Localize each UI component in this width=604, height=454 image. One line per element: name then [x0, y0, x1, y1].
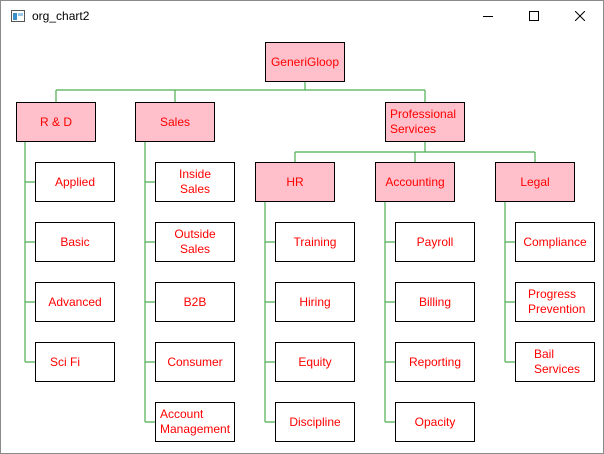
connector — [295, 152, 535, 162]
node-progress-prevention[interactable] — [515, 282, 595, 322]
node-basic[interactable] — [35, 222, 115, 262]
node-billing[interactable] — [395, 282, 475, 322]
node-label: Reporting — [408, 354, 462, 369]
node-label: Account Management — [160, 407, 231, 436]
node-label: HR — [286, 174, 304, 189]
node-account-management[interactable] — [155, 402, 235, 442]
node-label: Payroll — [416, 234, 454, 249]
node-inside-sales[interactable] — [155, 162, 235, 202]
node-payroll[interactable] — [395, 222, 475, 262]
title-bar[interactable] — [1, 1, 603, 31]
node-rd[interactable] — [16, 102, 96, 142]
node-label: B2B — [183, 294, 207, 309]
node-label: Compliance — [523, 234, 587, 249]
node-label: Bail Services — [534, 347, 581, 376]
node-label: GeneriGloop — [270, 54, 340, 69]
node-hiring[interactable] — [275, 282, 355, 322]
org-chart-canvas — [2, 32, 602, 452]
close-button[interactable] — [557, 1, 603, 31]
node-opacity[interactable] — [395, 402, 475, 442]
close-icon — [575, 11, 585, 21]
connector — [25, 182, 35, 362]
node-generigloop[interactable] — [265, 42, 345, 82]
node-label: Opacity — [414, 414, 456, 429]
node-compliance[interactable] — [515, 222, 595, 262]
node-label: Applied — [54, 174, 96, 189]
connector — [385, 242, 395, 422]
node-label: Progress Prevention — [528, 287, 586, 316]
maximize-icon — [529, 11, 539, 21]
node-legal[interactable] — [495, 162, 575, 202]
connector — [145, 182, 155, 422]
app-icon — [11, 10, 25, 22]
node-label: R & D — [39, 114, 72, 129]
node-label: Basic — [60, 234, 90, 249]
node-training[interactable] — [275, 222, 355, 262]
node-discipline[interactable] — [275, 402, 355, 442]
node-label: Billing — [418, 294, 451, 309]
node-label: Training — [293, 234, 337, 249]
node-label: Equity — [298, 354, 332, 369]
node-sci-fi[interactable] — [35, 342, 115, 382]
node-label: Hiring — [299, 294, 331, 309]
node-label: Sci Fi — [50, 354, 80, 369]
node-label: Consumer — [167, 354, 223, 369]
node-outside-sales[interactable] — [155, 222, 235, 262]
connector — [265, 242, 275, 422]
window-title: org_chart2 — [32, 9, 90, 23]
node-sales[interactable] — [135, 102, 215, 142]
node-b2b[interactable] — [155, 282, 235, 322]
node-label: Accounting — [385, 174, 445, 189]
node-bail-services[interactable] — [515, 342, 595, 382]
minimize-button[interactable] — [465, 1, 511, 31]
node-label: Legal — [520, 174, 550, 189]
node-professional-services[interactable] — [385, 102, 465, 142]
node-accounting[interactable] — [375, 162, 455, 202]
connector — [505, 242, 515, 362]
node-reporting[interactable] — [395, 342, 475, 382]
node-hr[interactable] — [255, 162, 335, 202]
node-advanced[interactable] — [35, 282, 115, 322]
node-label: Discipline — [289, 414, 341, 429]
node-applied[interactable] — [35, 162, 115, 202]
node-label: Professional Services — [390, 107, 457, 136]
node-label: Advanced — [48, 294, 102, 309]
node-label: Outside Sales — [174, 227, 216, 256]
node-label: Inside Sales — [178, 167, 212, 196]
node-consumer[interactable] — [155, 342, 235, 382]
node-equity[interactable] — [275, 342, 355, 382]
maximize-button[interactable] — [511, 1, 557, 31]
node-label: Sales — [159, 114, 191, 129]
minimize-icon — [483, 11, 493, 21]
